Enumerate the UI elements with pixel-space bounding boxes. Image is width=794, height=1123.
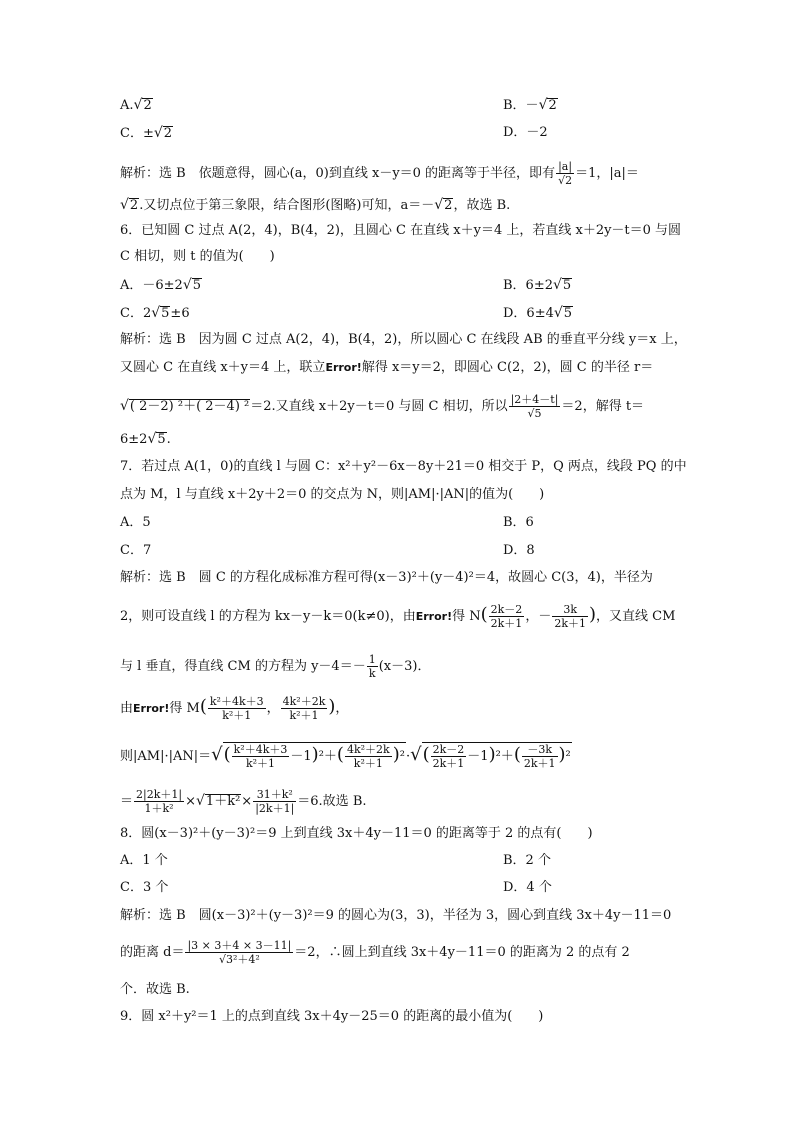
q7-solution-line-1: 解析：选 B 圆 C 的方程化成标准方程可得(x－3)²＋(y－4)²＝4，故圆心 C(3，4)，半径为 xyxy=(120,570,653,585)
q6-solution-line-2: 又圆心 C 在直线 x＋y＝4 上，联立Error!解得 x＝y＝2，即圆心 C(2，2)，圆 C 的半径 r＝ xyxy=(120,360,654,375)
q5-solution-line-1: 解析：选 B 依题意得，圆心(a，0)到直线 x－y＝0 的距离等于半径，即有 $\frac{|a|}{√2}$ ＝1，|a|＝ xyxy=(120,160,639,187)
q7-stem-line-1: 7．若过点 A(1，0)的直线 l 与圆 C：x²＋y²－6x－8y＋21＝0 相交于 P，Q 两点，线段 PQ 的中 xyxy=(120,459,687,474)
q7-options-row-2 xyxy=(120,542,535,560)
q8-option-b: B．2 个 xyxy=(503,853,551,868)
q8-option-c: C．3 个 xyxy=(120,880,169,895)
q6-stem-line-1: 6．已知圆 C 过点 A(2，4)，B(4，2)，且圆心 C 在直线 x＋y＝4 上，若直线 x＋2y－t＝0 与圆 xyxy=(120,223,682,238)
q8-solution-line-1: 解析：选 B 圆(x－3)²＋(y－3)²＝9 的圆心为(3，3)，半径为 3，圆心到直线 3x＋4y－11＝0 xyxy=(120,908,672,923)
q5-option-b: B．－√2 xyxy=(503,97,557,113)
q5-option-d: D．－2 xyxy=(503,125,548,140)
q8-solution-line-2: 的距离 d＝ $\frac{|3 \times 3+4 \times 3-11|}{\text{√3²＋4²}}$ ＝2，∴圆上到直线 3x＋4y－11＝0 的距离为 2 的点有 2 xyxy=(120,939,630,966)
q6-solution-line-1: 解析：选 B 因为圆 C 过点 A(2，4)，B(4，2)，所以圆心 C 在线段 AB 的垂直平分线 y＝x 上， xyxy=(120,332,687,347)
q7-solution-line-4: 由Error!得 M( $\frac{\text{k²＋4k＋3}}{\text{k²＋1}}$ ， $\frac{\text{4k²＋2k}}{\text{k²＋1}}$ )， xyxy=(120,695,349,722)
q8-option-a: A．1 个 xyxy=(120,853,168,868)
q5-options-row-1 xyxy=(120,96,557,115)
q8-solution-line-3: 个．故选 B. xyxy=(120,982,190,997)
q6-options-row-2 xyxy=(120,304,573,323)
q6-option-a: A．－6±2√5 xyxy=(120,277,202,293)
q8-stem: 8．圆(x－3)²＋(y－3)²＝9 上到直线 3x＋4y－11＝0 的距离等于 2 的点有( ) xyxy=(120,826,593,841)
q6-solution-line-3: √( 2－2) ²＋( 2－4) ²＝2.又直线 x＋2y－t＝0 与圆 C 相切，所以 $\frac{|2+4-t|}{√5}$ ＝2，解得 t＝ xyxy=(120,393,645,420)
q6-options-row-1 xyxy=(120,276,572,295)
q7-solution-line-6: ＝ $\frac{2|2k+1|}{\text{1＋k²}}$ ×√1＋k²× $\frac{\text{31＋k²}}{|2k+1|}$ ＝6.故选 B. xyxy=(120,788,367,815)
q6-option-c: C．2√5±6 xyxy=(120,305,190,321)
q7-option-d: D．8 xyxy=(503,543,535,558)
q8-options-row-1 xyxy=(120,852,551,870)
q5-option-c: C．±√2 xyxy=(120,125,173,141)
q7-option-b: B．6 xyxy=(503,515,534,530)
q7-option-a: A．5 xyxy=(120,515,151,530)
q7-solution-line-2: 2，则可设直线 l 的方程为 kx－y－k＝0(k≠0)，由Error!得 N( $\frac{2k-2}{2k+1}$ ，－ $\frac{3k}{2k+1}$ )，又直线 CM xyxy=(120,603,676,630)
q5-option-a: A.√2 xyxy=(120,97,152,113)
q6-stem-line-2: C 相切，则 t 的值为( ) xyxy=(120,249,275,264)
q7-stem-line-2: 点为 M，l 与直线 x＋2y＋2＝0 的交点为 N，则|AM|·|AN|的值为( ) xyxy=(120,487,545,502)
q5-options-row-2 xyxy=(120,124,548,143)
q6-option-b: B．6±2√5 xyxy=(503,277,572,293)
q7-solution-line-3: 与 l 垂直，得直线 CM 的方程为 y－4＝－ $\frac{1}{k}$ (x－3)． xyxy=(120,653,431,680)
q8-options-row-2 xyxy=(120,879,552,897)
q7-options-row-1 xyxy=(120,514,534,532)
q6-solution-line-4: 6±2√5. xyxy=(120,431,171,447)
q8-option-d: D．4 个 xyxy=(503,880,552,895)
q5-solution-line-2: √2.又切点位于第三象限，结合图形(图略)可知，a＝－√2，故选 B. xyxy=(120,197,511,213)
q7-solution-line-5: 则|AM|·|AN|＝√( $\frac{\text{k²＋4k＋3}}{\text{k²＋1}}$ －1)²＋( $\frac{\text{4k²＋2k}}{\text{k²＋1}}$ )²·√( $\frac{2k-2}{2k+1}$ －1)²＋( $\frac{-3k}{2k+1}$ )² xyxy=(120,743,571,770)
q7-option-c: C．7 xyxy=(120,543,152,558)
q9-stem: 9．圆 x²＋y²＝1 上的点到直线 3x＋4y－25＝0 的距离的最小值为( ) xyxy=(120,1009,544,1024)
q6-option-d: D．6±4√5 xyxy=(503,305,573,321)
